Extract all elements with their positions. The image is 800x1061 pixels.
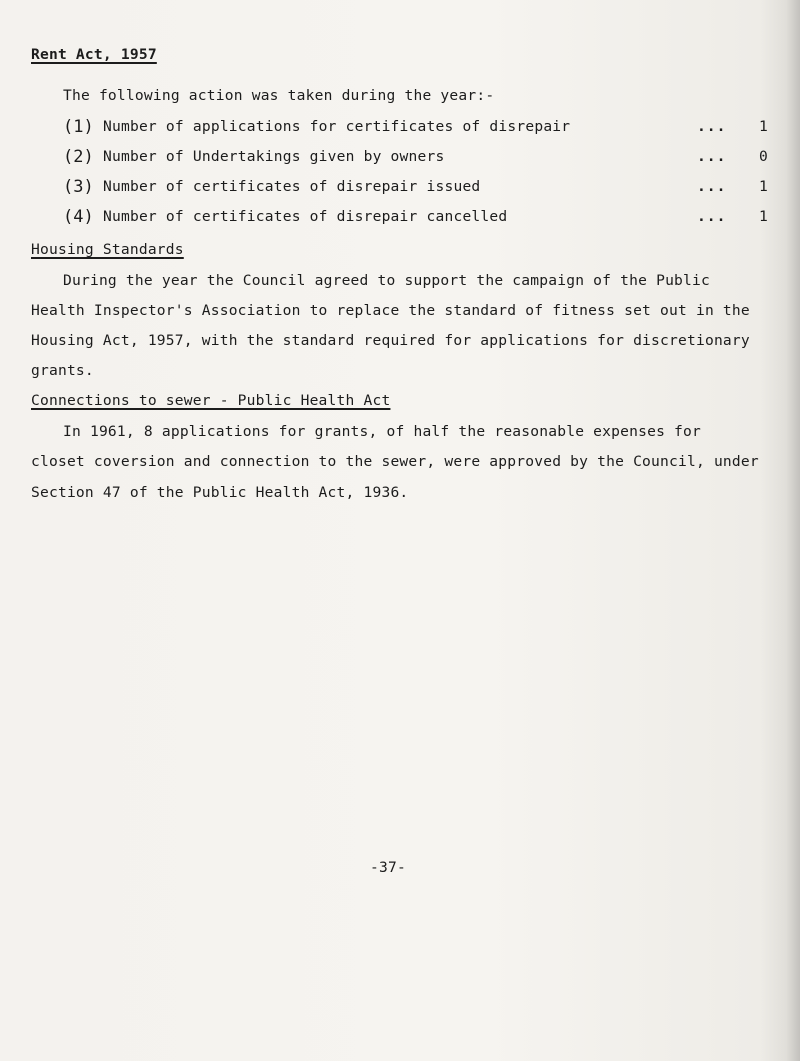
item-text: Number of applications for certificates of disrepair <box>103 118 571 135</box>
page-number: -37- <box>370 859 406 876</box>
housing-standards-heading: Housing Standards <box>31 241 184 258</box>
item-number: (1) <box>63 117 94 137</box>
housing-standards-paragraph-line: During the year the Council agreed to support the campaign of the Public <box>63 272 711 289</box>
item-text: Number of certificates of disrepair cancelled <box>103 208 508 225</box>
item-number: (3) <box>63 177 94 197</box>
housing-standards-paragraph-line: grants. <box>31 362 94 379</box>
item-count: 1 <box>759 118 768 135</box>
item-count: 1 <box>759 208 768 225</box>
connections-paragraph-line: In 1961, 8 applications for grants, of half the reasonable expenses for <box>63 423 702 440</box>
item-count: 0 <box>759 148 768 165</box>
leader-dots: ... <box>697 178 727 195</box>
item-number: (2) <box>63 147 94 167</box>
connections-paragraph-line: Section 47 of the Public Health Act, 1936. <box>31 484 409 501</box>
item-text: Number of certificates of disrepair issued <box>103 178 481 195</box>
leader-dots: ... <box>697 118 727 135</box>
item-count: 1 <box>759 178 768 195</box>
housing-standards-paragraph-line: Housing Act, 1957, with the standard required for applications for discretionary <box>31 332 750 349</box>
rent-act-intro: The following action was taken during the year:- <box>63 87 495 104</box>
leader-dots: ... <box>697 208 727 225</box>
item-text: Number of Undertakings given by owners <box>103 148 445 165</box>
connections-paragraph-line: closet coversion and connection to the sewer, were approved by the Council, under <box>31 453 759 470</box>
rent-act-heading: Rent Act, 1957 <box>31 46 157 63</box>
connections-heading: Connections to sewer - Public Health Act <box>31 392 391 409</box>
leader-dots: ... <box>697 148 727 165</box>
item-number: (4) <box>63 207 94 227</box>
housing-standards-paragraph-line: Health Inspector's Association to replace the standard of fitness set out in the <box>31 302 750 319</box>
page-edge-shadow <box>786 0 800 1061</box>
